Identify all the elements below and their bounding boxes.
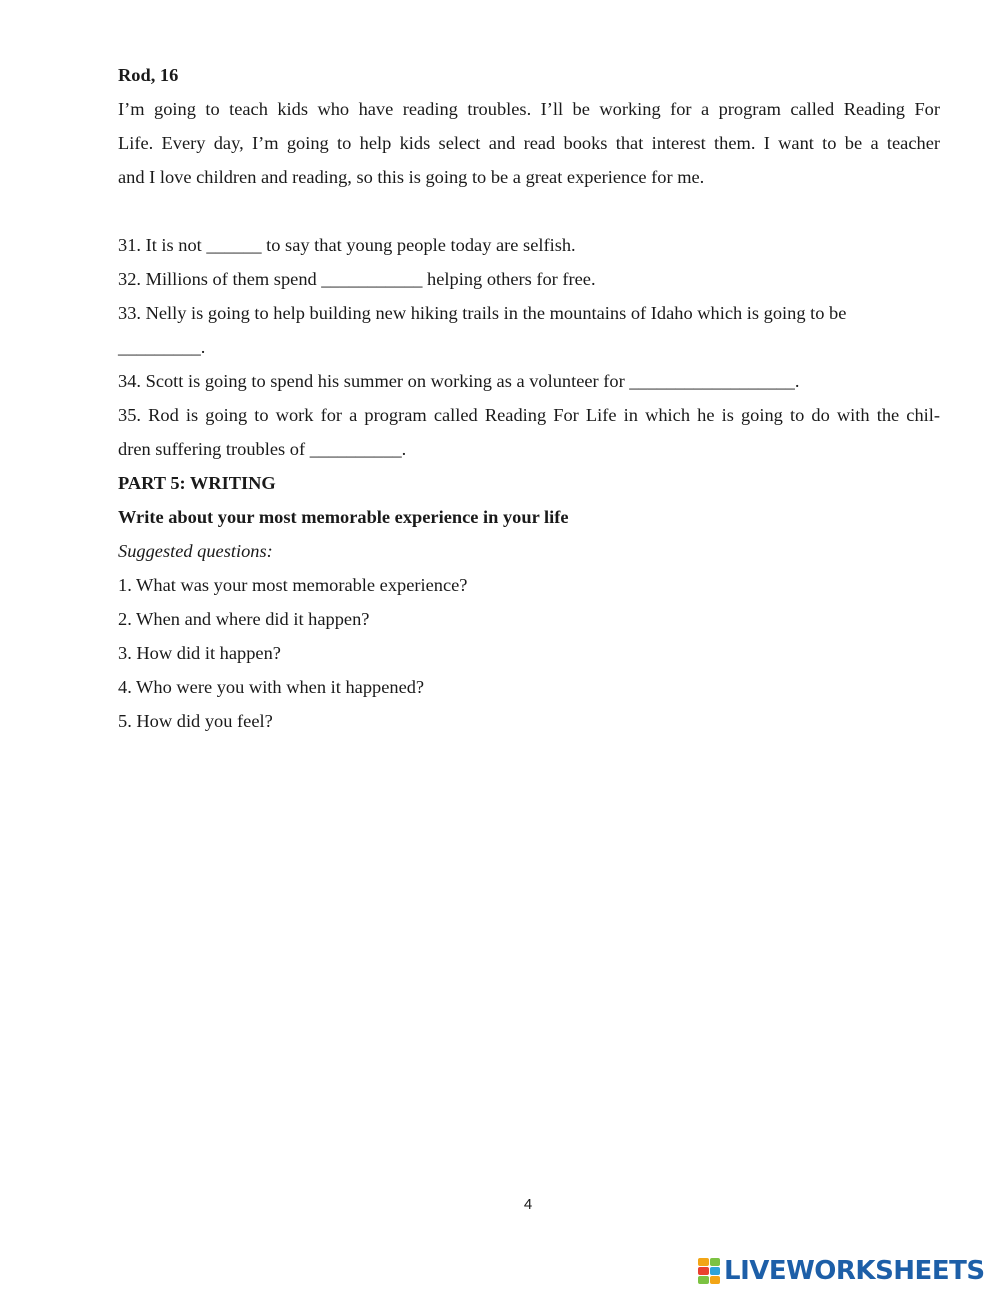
suggested-label: Suggested questions: xyxy=(118,541,273,561)
question-31: 31. It is not ______ to say that young people today are selfish. xyxy=(118,235,576,255)
suggested-question: 1. What was your most memorable experience? xyxy=(118,575,468,595)
passage-line: and I love children and reading, so this is going to be a great experience for me. xyxy=(118,167,705,187)
worksheet-page xyxy=(118,58,940,738)
liveworksheets-logo[interactable] xyxy=(698,1256,985,1286)
spacer xyxy=(118,194,940,228)
question-33: 33. Nelly is going to help building new hiking trails in the mountains of Idaho which is going to be xyxy=(118,303,847,323)
brand-name: LIVEWORKSHEETS xyxy=(724,1256,985,1286)
passage-line: I’m going to teach kids who have reading troubles. I’ll be working for a program called Reading For xyxy=(118,99,940,119)
question-35: 35. Rod is going to work for a program called Reading For Life in which he is going to do with the chil- xyxy=(118,405,940,425)
suggested-question: 2. When and where did it happen? xyxy=(118,609,370,629)
passage-line: Life. Every day, I’m going to help kids select and read books that interest them. I want to be a teacher xyxy=(118,133,940,153)
part-title: PART 5: WRITING xyxy=(118,473,276,493)
question-35-continued: dren suffering troubles of __________. xyxy=(118,439,407,459)
suggested-question: 3. How did it happen? xyxy=(118,643,281,663)
page-number: 4 xyxy=(523,1196,533,1213)
question-32: 32. Millions of them spend ___________ helping others for free. xyxy=(118,269,596,289)
liveworksheets-logo-icon xyxy=(698,1258,720,1284)
question-34: 34. Scott is going to spend his summer on working as a volunteer for __________________. xyxy=(118,371,800,391)
writing-prompt: Write about your most memorable experience in your life xyxy=(118,507,569,527)
suggested-question: 4. Who were you with when it happened? xyxy=(118,677,425,697)
question-33-blank: _________. xyxy=(118,337,206,357)
passage-heading: Rod, 16 xyxy=(118,65,179,85)
suggested-question: 5. How did you feel? xyxy=(118,711,273,731)
